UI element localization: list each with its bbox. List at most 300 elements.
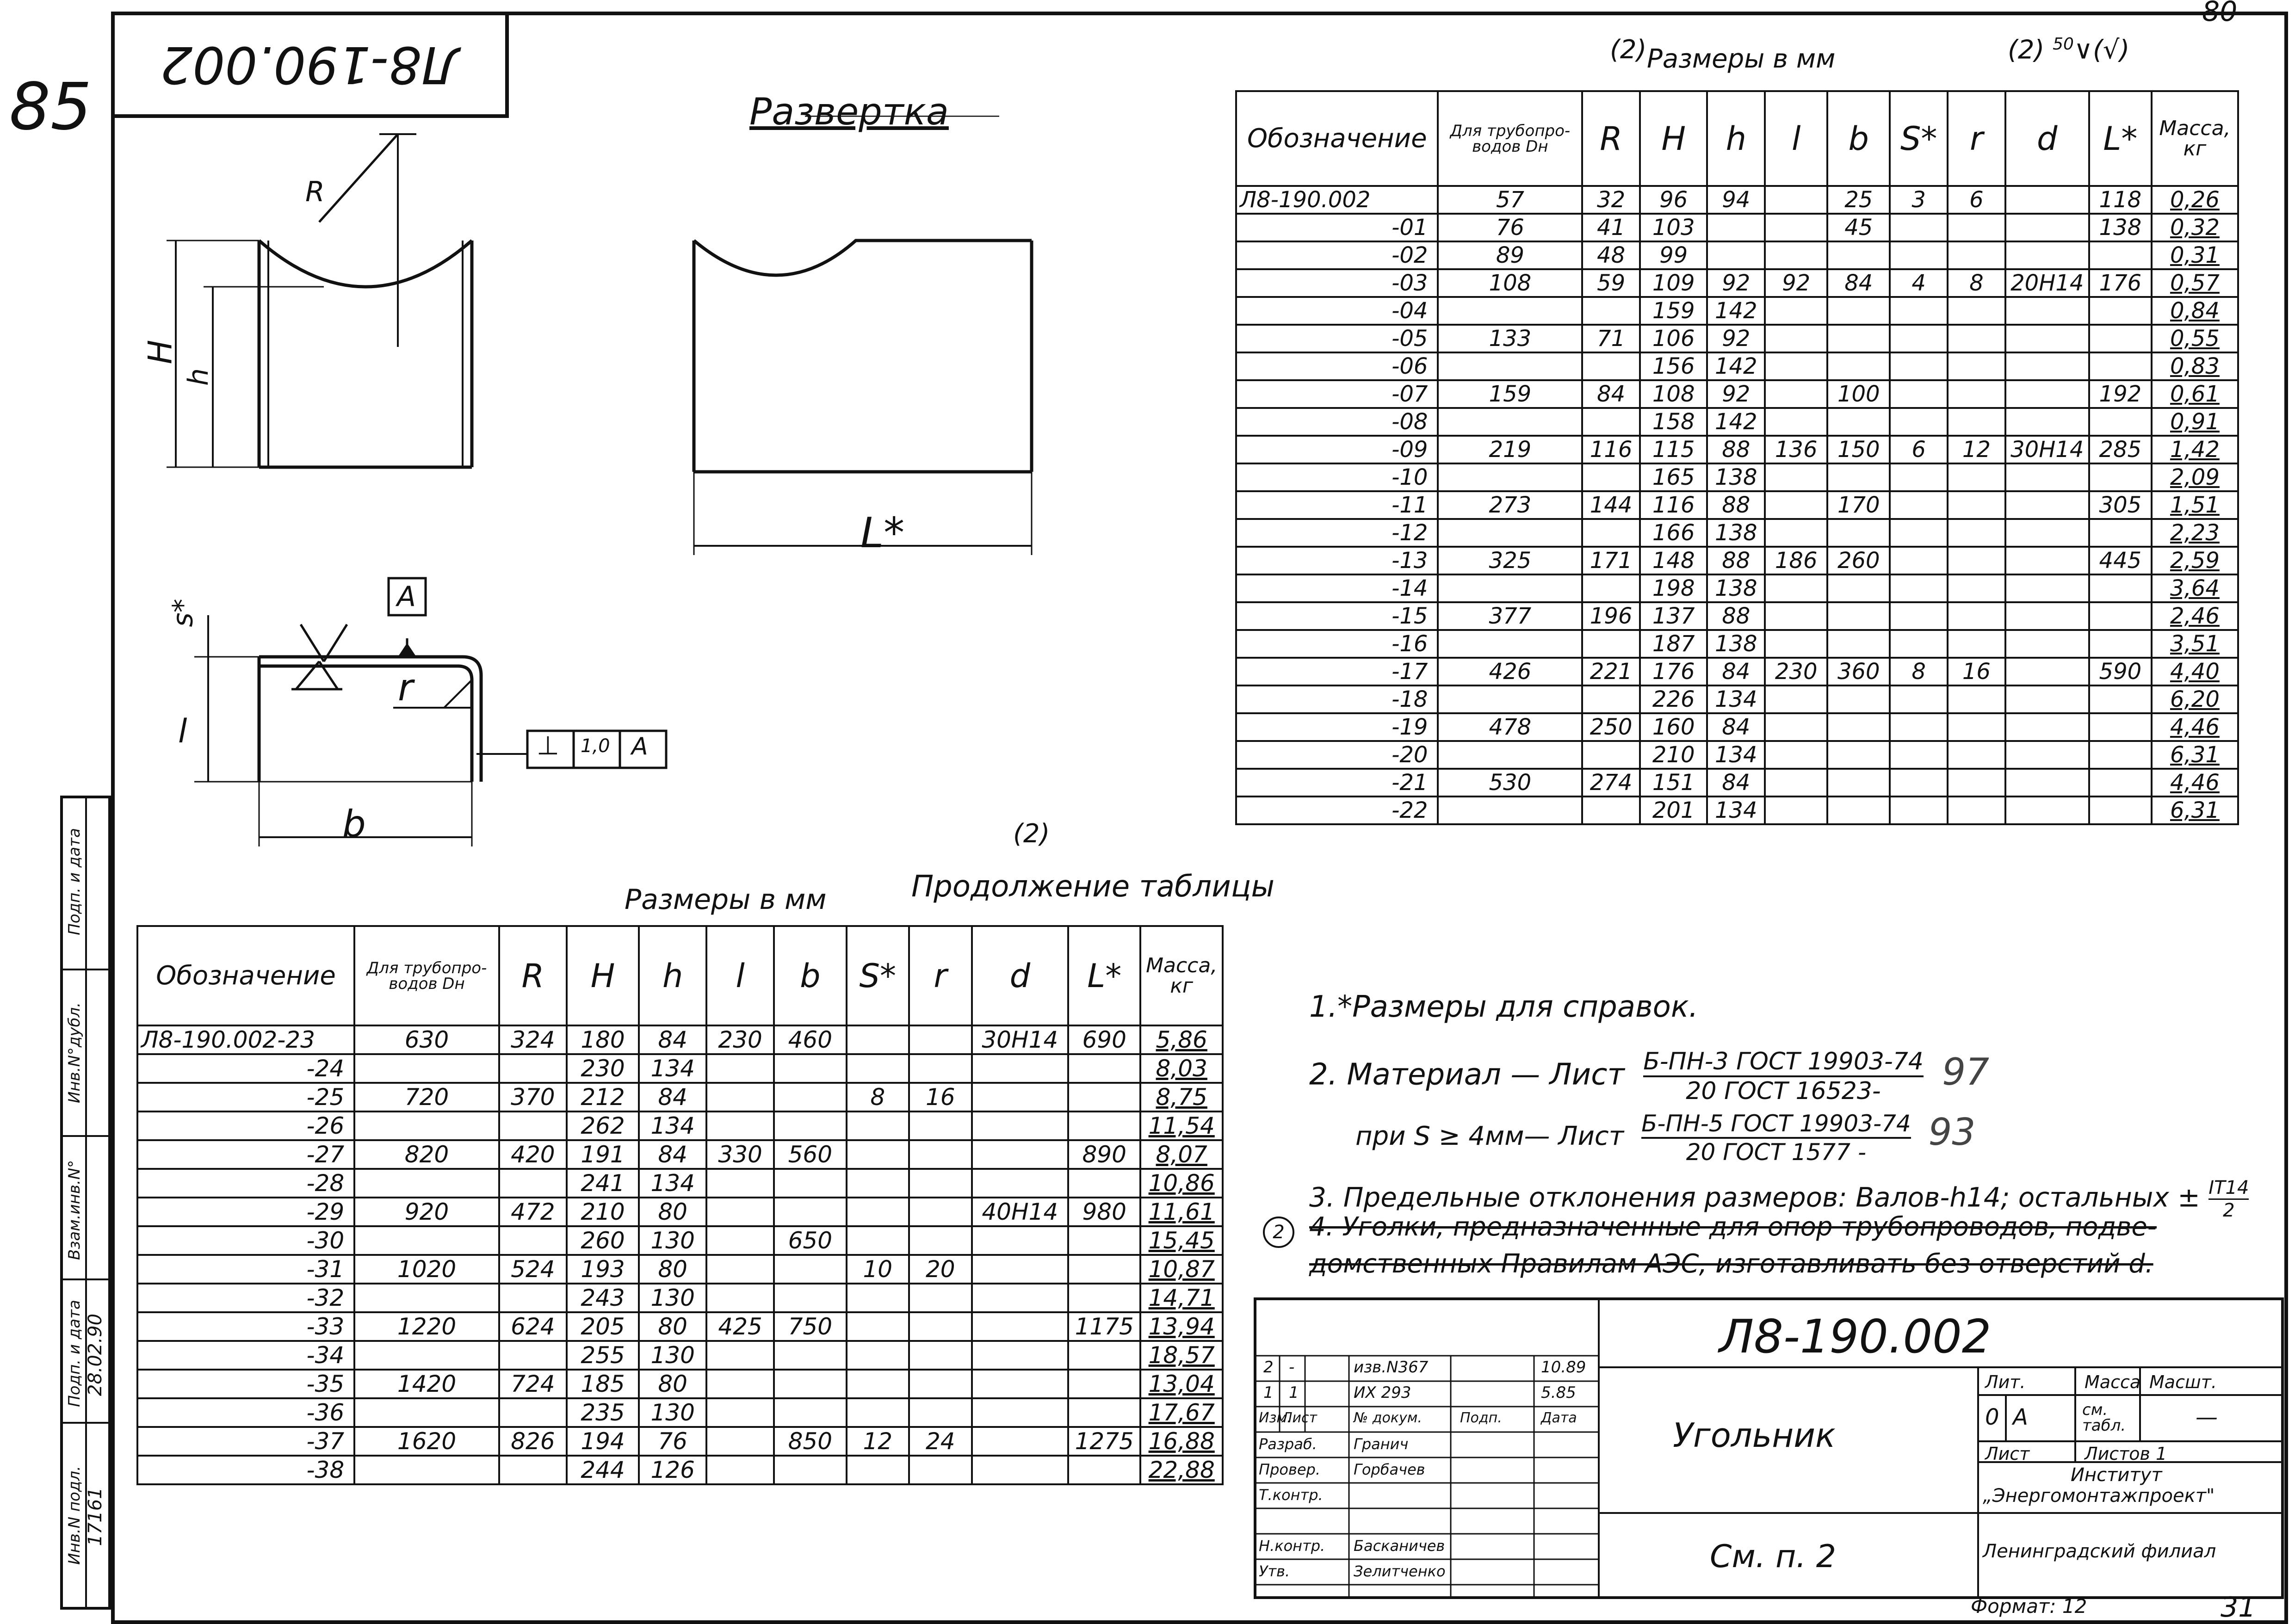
table-cell: -31	[137, 1255, 354, 1284]
table-cell: 370	[499, 1083, 567, 1111]
table-cell	[972, 1341, 1069, 1370]
table-cell	[1948, 797, 2005, 824]
table-cell: 12	[847, 1427, 909, 1456]
lower-table-header-0: Обозначение	[137, 926, 354, 1025]
table-row	[1236, 352, 2238, 380]
table-cell	[1765, 325, 1827, 352]
table-cell: 750	[774, 1312, 846, 1341]
table-row	[137, 1054, 1223, 1083]
razvertka-title: Развертка	[749, 90, 949, 133]
table-cell: 472	[499, 1198, 567, 1226]
table-row	[1236, 325, 2238, 352]
table-cell	[774, 1398, 846, 1427]
table-cell: 724	[499, 1370, 567, 1398]
table-cell	[972, 1427, 1069, 1456]
table-cell	[2089, 713, 2152, 741]
table-cell	[909, 1226, 972, 1255]
table-cell: 2,09	[2152, 463, 2238, 491]
table-cell: 130	[639, 1398, 706, 1427]
table-cell	[1582, 463, 1640, 491]
table-cell	[972, 1284, 1069, 1312]
table-cell	[2005, 630, 2089, 658]
label-r: r	[398, 666, 413, 709]
upper-table-header-10: L*	[2089, 91, 2152, 186]
table-row	[1236, 741, 2238, 769]
table-cell: 192	[2089, 380, 2152, 408]
table-cell	[2005, 408, 2089, 436]
table-cell	[706, 1255, 774, 1284]
sheet-label: Лист	[1985, 1444, 2030, 1464]
rev-row-1-change: 2	[1263, 1358, 1274, 1377]
lower-table-body	[137, 1025, 1223, 1484]
table-cell: 230	[706, 1025, 774, 1054]
table-cell	[847, 1140, 909, 1169]
table-cell	[1765, 574, 1827, 602]
table-cell: 201	[1640, 797, 1707, 824]
title-designation: Л8-190.002	[1719, 1309, 1992, 1364]
table-cell: 0,26	[2152, 186, 2238, 214]
table-cell: 8	[1890, 658, 1948, 685]
table-cell	[1765, 769, 1827, 797]
table-row	[137, 1083, 1223, 1111]
table-cell	[1582, 797, 1640, 824]
table-cell: -24	[137, 1054, 354, 1083]
table-cell: 230	[1765, 658, 1827, 685]
table-cell: -21	[1236, 769, 1438, 797]
table-cell: 3,64	[2152, 574, 2238, 602]
table-row	[137, 1169, 1223, 1198]
side-label-sign2: Подп. и дата	[65, 828, 84, 935]
table-cell: -08	[1236, 408, 1438, 436]
table-cell: 92	[1707, 325, 1765, 352]
table-cell	[1765, 380, 1827, 408]
side-label-dubl: Инв.N°дубл.	[65, 1002, 84, 1104]
table-cell	[1438, 408, 1582, 436]
table-cell	[972, 1312, 1069, 1341]
table-cell: 150	[1827, 436, 1890, 463]
table-cell: -06	[1236, 352, 1438, 380]
table-cell: 134	[1707, 741, 1765, 769]
table-cell: 84	[639, 1140, 706, 1169]
table-cell	[499, 1054, 567, 1083]
datum-A: A	[397, 580, 416, 613]
hdr-sign: Подп.	[1460, 1410, 1502, 1426]
table-cell: 57	[1438, 186, 1582, 214]
table-cell: 156	[1640, 352, 1707, 380]
table-cell: 20	[909, 1255, 972, 1284]
table-cell: 10,86	[1140, 1169, 1223, 1198]
table-cell: -17	[1236, 658, 1438, 685]
table-cell: -27	[137, 1140, 354, 1169]
table-cell: 255	[567, 1341, 639, 1370]
role-razrab: Разраб.	[1259, 1435, 1317, 1453]
table-cell: 92	[1765, 269, 1827, 297]
table-cell	[1068, 1456, 1140, 1484]
table-cell	[1890, 380, 1948, 408]
side-stamp	[60, 796, 111, 1610]
table-cell	[1948, 574, 2005, 602]
table-cell: -33	[137, 1312, 354, 1341]
table-cell	[972, 1111, 1069, 1140]
table-cell	[847, 1226, 909, 1255]
label-s: s*	[167, 599, 199, 627]
upper-table-header-0: Обозначение	[1236, 91, 1438, 186]
table-cell	[909, 1456, 972, 1484]
rev-row-2-date: 5.85	[1541, 1383, 1576, 1402]
table-cell	[1948, 741, 2005, 769]
table-cell	[706, 1226, 774, 1255]
table-row	[1236, 547, 2238, 574]
table-cell: 590	[2089, 658, 2152, 685]
table-cell: 1175	[1068, 1312, 1140, 1341]
table-cell: 134	[639, 1169, 706, 1198]
table-row	[1236, 491, 2238, 519]
hdr-list: Лист	[1282, 1410, 1318, 1426]
table-cell: 325	[1438, 547, 1582, 574]
table-cell	[1765, 408, 1827, 436]
table-cell	[2005, 519, 2089, 547]
role-razrab-name: Гранич	[1354, 1435, 1409, 1453]
table-cell: 0,91	[2152, 408, 2238, 436]
note-4-line1: 4. Уголки, предназначенные для опор трубопроводов, подве-	[1309, 1212, 2157, 1242]
table-cell	[1765, 297, 1827, 325]
table-cell	[1948, 297, 2005, 325]
table-cell: 100	[1827, 380, 1890, 408]
table-cell	[1890, 463, 1948, 491]
table-cell: 920	[354, 1198, 499, 1226]
table-cell	[1948, 408, 2005, 436]
table-cell	[1948, 630, 2005, 658]
table-cell: 11,61	[1140, 1198, 1223, 1226]
table-cell: 8,07	[1140, 1140, 1223, 1169]
table-cell: 94	[1707, 186, 1765, 214]
table-cell	[909, 1370, 972, 1398]
table-cell: -20	[1236, 741, 1438, 769]
table-cell	[774, 1111, 846, 1140]
table-cell	[847, 1025, 909, 1054]
table-cell	[1948, 352, 2005, 380]
table-cell	[1438, 574, 1582, 602]
table-cell: 148	[1640, 547, 1707, 574]
table-cell: 41	[1582, 214, 1640, 241]
table-cell	[972, 1083, 1069, 1111]
table-row	[137, 1427, 1223, 1456]
table-cell: 191	[567, 1140, 639, 1169]
table-cell	[1827, 769, 1890, 797]
table-cell: 630	[354, 1025, 499, 1054]
table-cell	[1582, 408, 1640, 436]
table-cell	[2089, 325, 2152, 352]
table-cell	[1890, 214, 1948, 241]
table-cell	[1827, 713, 1890, 741]
lower-table-header-7: S*	[847, 926, 909, 1025]
table-cell	[2005, 547, 2089, 574]
table-cell	[1582, 297, 1640, 325]
table-cell: 130	[639, 1226, 706, 1255]
table-cell: 138	[1707, 574, 1765, 602]
table-cell: 96	[1640, 186, 1707, 214]
table-cell	[909, 1169, 972, 1198]
table-cell	[1765, 463, 1827, 491]
table-cell	[2005, 352, 2089, 380]
table-cell	[1948, 380, 2005, 408]
lower-table-header-row	[137, 926, 1223, 1025]
table-cell	[1765, 519, 1827, 547]
rev-row-1-sheet: -	[1289, 1358, 1295, 1377]
table-row	[137, 1025, 1223, 1054]
table-cell: 6,20	[2152, 685, 2238, 713]
table-cell	[2005, 241, 2089, 269]
table-cell: 88	[1707, 491, 1765, 519]
role-prover: Провер.	[1259, 1461, 1320, 1478]
table-cell: 187	[1640, 630, 1707, 658]
table-cell	[2005, 491, 2089, 519]
table-cell: 176	[2089, 269, 2152, 297]
table-cell: 160	[1640, 713, 1707, 741]
table-cell: 116	[1582, 436, 1640, 463]
table-cell: 6,31	[2152, 741, 2238, 769]
table-cell: 171	[1582, 547, 1640, 574]
table-row	[137, 1111, 1223, 1140]
table-row	[1236, 713, 2238, 741]
table-cell	[499, 1226, 567, 1255]
table-cell	[972, 1226, 1069, 1255]
table-cell: 76	[1438, 214, 1582, 241]
table-cell: 48	[1582, 241, 1640, 269]
table-row	[1236, 241, 2238, 269]
table-cell	[1827, 241, 1890, 269]
table-cell	[909, 1111, 972, 1140]
table-cell	[1827, 519, 1890, 547]
table-cell: 1620	[354, 1427, 499, 1456]
table-cell: 130	[639, 1284, 706, 1312]
upper-table-header-8: r	[1948, 91, 2005, 186]
table-cell: 180	[567, 1025, 639, 1054]
table-cell: -25	[137, 1083, 354, 1111]
table-cell	[2005, 602, 2089, 630]
title-name: Угольник	[1673, 1416, 1836, 1455]
hdr-date: Дата	[1541, 1410, 1577, 1426]
table-cell	[2005, 685, 2089, 713]
table-cell	[1827, 325, 1890, 352]
upper-table-header-2: R	[1582, 91, 1640, 186]
table-cell: 136	[1765, 436, 1827, 463]
table-cell: 151	[1640, 769, 1707, 797]
table-cell	[1582, 352, 1640, 380]
table-cell: 212	[567, 1083, 639, 1111]
table-cell	[774, 1284, 846, 1312]
table-cell: 186	[1765, 547, 1827, 574]
table-cell	[972, 1255, 1069, 1284]
table-cell: 6,31	[2152, 797, 2238, 824]
table-row	[137, 1255, 1223, 1284]
hdr-docnum: № докум.	[1354, 1410, 1422, 1426]
table-cell: 980	[1068, 1198, 1140, 1226]
upper-table-header-11: Масса, кг	[2152, 91, 2238, 186]
scale-value: —	[2196, 1404, 2218, 1430]
table-cell: 3,51	[2152, 630, 2238, 658]
table-cell: 84	[639, 1083, 706, 1111]
table-cell: 134	[1707, 797, 1765, 824]
table-cell: 80	[639, 1198, 706, 1226]
table-cell: 194	[567, 1427, 639, 1456]
table-cell	[706, 1169, 774, 1198]
table-cell	[1068, 1398, 1140, 1427]
part-drawings	[120, 116, 1184, 879]
table-cell: 89	[1438, 241, 1582, 269]
table-cell	[1765, 602, 1827, 630]
upper-table-header-3: H	[1640, 91, 1707, 186]
table-cell	[1707, 214, 1765, 241]
table-cell	[706, 1398, 774, 1427]
table-cell	[774, 1341, 846, 1370]
table-cell: 235	[567, 1398, 639, 1427]
table-cell	[706, 1198, 774, 1226]
table-cell	[2089, 797, 2152, 824]
table-cell	[847, 1341, 909, 1370]
lit-2: A	[2013, 1404, 2028, 1430]
table-cell: 108	[1640, 380, 1707, 408]
table-cell: 460	[774, 1025, 846, 1054]
table-cell	[1948, 713, 2005, 741]
table-row	[1236, 685, 2238, 713]
table-cell	[1948, 547, 2005, 574]
table-cell	[1438, 519, 1582, 547]
label-b: b	[342, 803, 366, 846]
table-cell: 12	[1948, 436, 2005, 463]
table-cell: Л8-190.002	[1236, 186, 1438, 214]
table-cell	[1827, 463, 1890, 491]
table-cell: 4	[1890, 269, 1948, 297]
table-cell: -30	[137, 1226, 354, 1255]
title-material: См. п. 2	[1710, 1538, 1836, 1575]
table-cell: -26	[137, 1111, 354, 1140]
table-cell: 250	[1582, 713, 1640, 741]
table-cell: 16	[1948, 658, 2005, 685]
table-cell	[909, 1398, 972, 1427]
table-cell	[1890, 769, 1948, 797]
table-cell: 8	[847, 1083, 909, 1111]
table-cell: -10	[1236, 463, 1438, 491]
sheet-margin-number: 85	[9, 69, 92, 145]
table-cell: 530	[1438, 769, 1582, 797]
table-cell	[354, 1111, 499, 1140]
table-cell	[1827, 297, 1890, 325]
table-cell	[499, 1341, 567, 1370]
lower-table-header-11: Масса, кг	[1140, 926, 1223, 1025]
table-cell	[499, 1456, 567, 1484]
upper-table-header-4: h	[1707, 91, 1765, 186]
table-cell: 330	[706, 1140, 774, 1169]
table-cell: -32	[137, 1284, 354, 1312]
table-row	[1236, 658, 2238, 685]
table-cell: 8	[1948, 269, 2005, 297]
sheets-label: Листов 1	[2085, 1444, 2167, 1464]
upper-table-header-9: d	[2005, 91, 2089, 186]
table-cell	[2005, 325, 2089, 352]
table-cell: 71	[1582, 325, 1640, 352]
table-cell: 109	[1640, 269, 1707, 297]
tolerance-symbol: ⊥	[537, 731, 559, 761]
table-cell: 115	[1640, 436, 1707, 463]
table-cell: 22,88	[1140, 1456, 1223, 1484]
table-cell	[909, 1284, 972, 1312]
table-cell	[1438, 463, 1582, 491]
table-cell	[1948, 491, 2005, 519]
rev-row-2-sheet: 1	[1289, 1383, 1299, 1402]
org-line-3: Ленинградский филиал	[1983, 1541, 2216, 1562]
table-cell: 88	[1707, 602, 1765, 630]
table-cell	[2089, 574, 2152, 602]
table-cell: 25	[1827, 186, 1890, 214]
table-cell: 193	[567, 1255, 639, 1284]
table-cell: 30H14	[972, 1025, 1069, 1054]
table-cell: 377	[1438, 602, 1582, 630]
table-cell	[774, 1456, 846, 1484]
table-cell	[909, 1312, 972, 1341]
label-l: l	[178, 712, 187, 750]
format-label: Формат: 12	[1971, 1595, 2087, 1618]
table-cell: -13	[1236, 547, 1438, 574]
table-cell	[1890, 408, 1948, 436]
table-cell: 137	[1640, 602, 1707, 630]
doc-code-box	[111, 12, 509, 118]
scale-label: Масшт.	[2149, 1372, 2217, 1392]
table-cell	[774, 1370, 846, 1398]
mass-value: см. табл.	[2082, 1401, 2126, 1435]
page-number-bottom: 31	[2221, 1591, 2256, 1624]
table-cell	[706, 1341, 774, 1370]
table-cell	[2089, 408, 2152, 436]
table-cell	[499, 1111, 567, 1140]
table-cell	[774, 1255, 846, 1284]
table-cell: -12	[1236, 519, 1438, 547]
table-cell	[1765, 186, 1827, 214]
table-cell: 1420	[354, 1370, 499, 1398]
table-cell	[1068, 1370, 1140, 1398]
table-cell	[1582, 685, 1640, 713]
table-cell: 0,83	[2152, 352, 2238, 380]
table-cell	[847, 1111, 909, 1140]
table-cell: -35	[137, 1370, 354, 1398]
table-cell: -29	[137, 1198, 354, 1226]
table-cell	[2005, 797, 2089, 824]
lower-table-header-8: r	[909, 926, 972, 1025]
table-cell: 15,45	[1140, 1226, 1223, 1255]
table-cell	[1582, 574, 1640, 602]
table-cell: 219	[1438, 436, 1582, 463]
table-cell: 30H14	[2005, 436, 2089, 463]
table-cell	[774, 1169, 846, 1198]
doc-code-rotated: Л8-190.002	[160, 35, 460, 94]
table-cell: 138	[1707, 519, 1765, 547]
table-cell	[972, 1140, 1069, 1169]
table-cell	[1438, 630, 1582, 658]
table-cell: 144	[1582, 491, 1640, 519]
table-cell	[1765, 630, 1827, 658]
table-cell: 17,67	[1140, 1398, 1223, 1427]
upper-table-header-1: Для трубопро-водов Dн	[1438, 91, 1582, 186]
table-cell: 92	[1707, 269, 1765, 297]
table-cell	[847, 1054, 909, 1083]
table-cell	[1827, 574, 1890, 602]
table-cell: -15	[1236, 602, 1438, 630]
table-cell: 118	[2089, 186, 2152, 214]
table-cell	[1068, 1111, 1140, 1140]
table-cell	[1827, 797, 1890, 824]
table-cell	[2089, 297, 2152, 325]
table-cell: 2,46	[2152, 602, 2238, 630]
